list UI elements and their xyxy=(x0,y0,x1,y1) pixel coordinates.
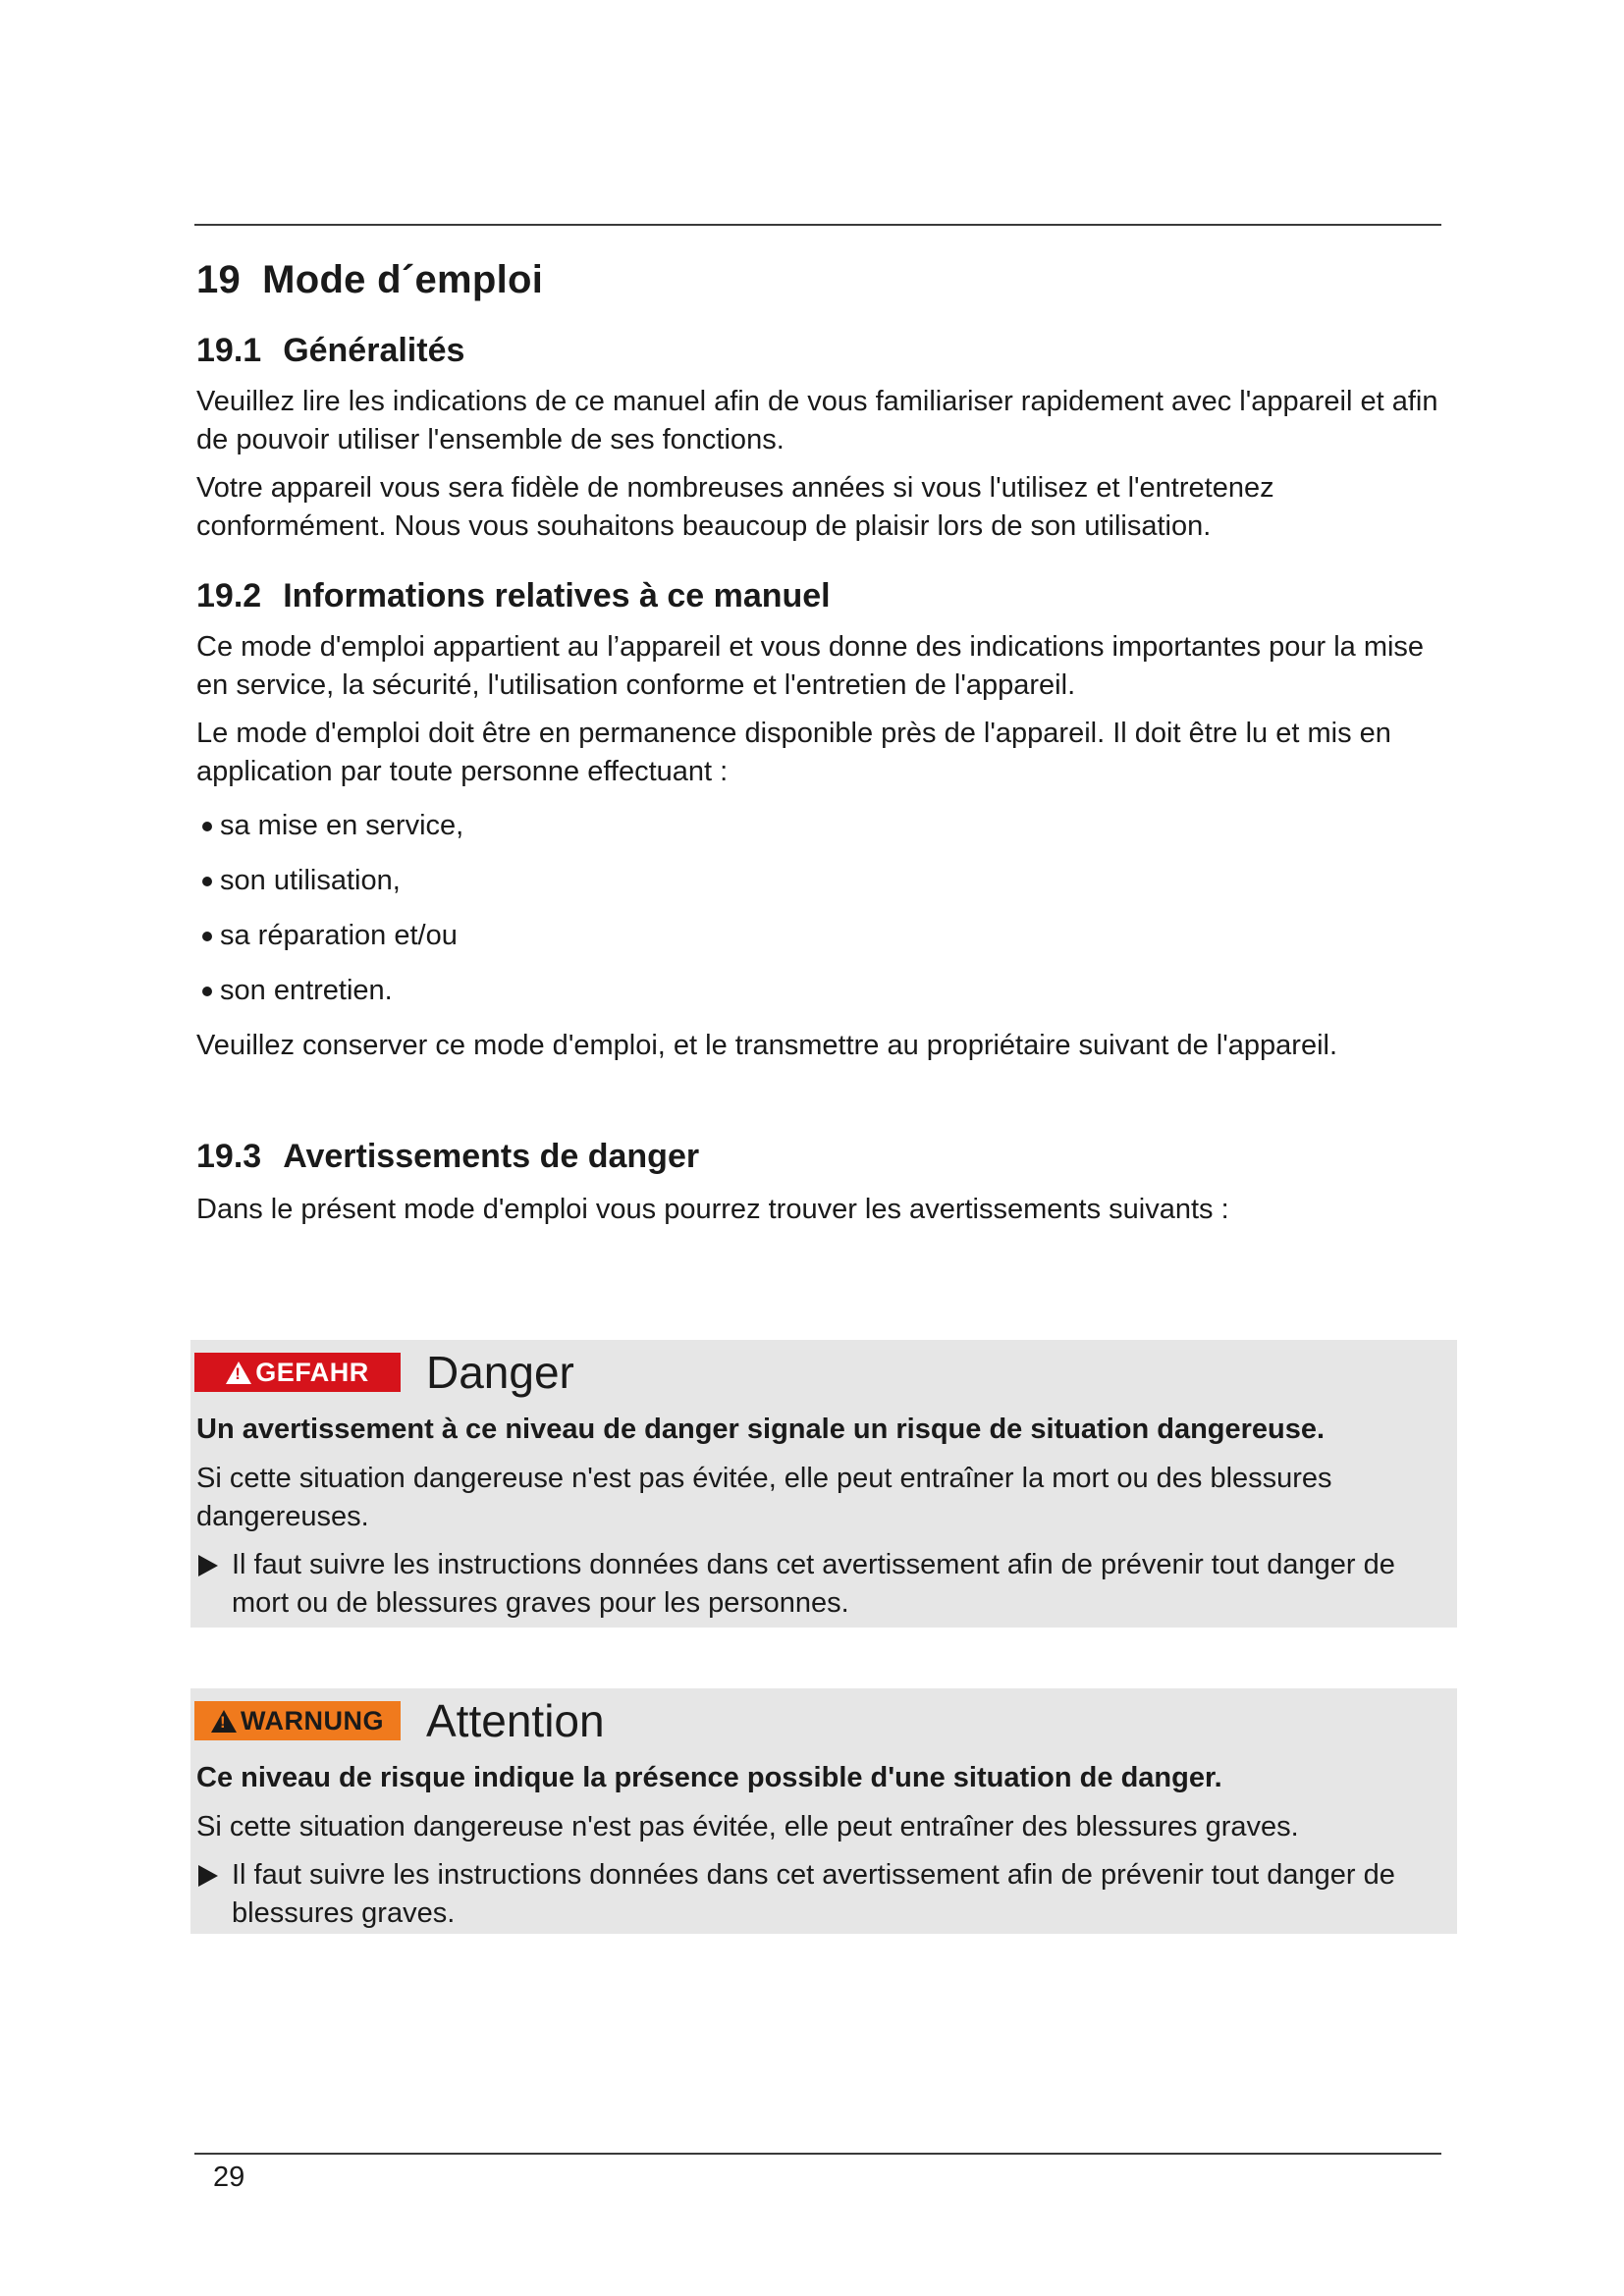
warning-text: Si cette situation dangereuse n'est pas évitée, elle peut entraîner la mort ou des blessures dangereuses. xyxy=(196,1463,1332,1532)
list-item xyxy=(196,917,1463,972)
paragraph: Ce mode d'emploi appartient au l’appareil et vous donne des indications importantes pour la mise en service, la sécurité, l'utilisation conforme et l'entretien de l'appareil. xyxy=(196,631,1425,701)
warning-title: Attention xyxy=(426,1695,605,1746)
section-number: 19.3 xyxy=(196,1138,262,1175)
section-number: 19.2 xyxy=(196,577,262,614)
list-item xyxy=(196,862,1463,917)
list-item xyxy=(196,972,1463,1027)
section-number: 19.1 xyxy=(196,332,262,369)
paragraph: Votre appareil vous sera fidèle de nombreuses années si vous l'utilisez et l'entretenez conformément. Nous vous souhaitons beaucoup de plaisir lors de son utilisation. xyxy=(196,472,1274,542)
paragraph: Dans le présent mode d'emploi vous pourrez trouver les avertissements suivants : xyxy=(196,1194,1229,1225)
warning-body xyxy=(196,1411,1453,1623)
section-heading-informations xyxy=(196,573,1463,618)
paragraph: Veuillez lire les indications de ce manuel afin de vous familiariser rapidement avec l'appareil et afin de pouvoir utiliser l'ensemble de ses fonctions. xyxy=(196,386,1438,455)
section-heading-avertissements xyxy=(196,1134,1463,1179)
list-item-text: sa réparation et/ou xyxy=(220,920,458,951)
bullet-icon xyxy=(202,987,212,996)
bullet-icon xyxy=(202,877,212,886)
section-title: Avertissements de danger xyxy=(283,1138,700,1175)
list-item-text: son entretien. xyxy=(220,975,393,1006)
signal-word: WARNUNG xyxy=(241,1705,384,1735)
bullet-icon xyxy=(202,822,212,831)
list-item-text: sa mise en service, xyxy=(220,810,464,841)
signal-word-badge xyxy=(194,1353,401,1392)
signal-word-badge xyxy=(194,1701,401,1740)
arrow-right-icon xyxy=(196,1546,232,1623)
header-rule xyxy=(194,224,1441,226)
warning-header xyxy=(194,1343,574,1402)
warning-instruction xyxy=(196,1546,1453,1623)
chapter-title: Mode d´emploi xyxy=(262,258,544,301)
warning-instruction-text: Il faut suivre les instructions données dans cet avertissement afin de prévenir tout danger de mort ou de blessures graves pour les personnes. xyxy=(232,1549,1395,1619)
section-heading-generalites xyxy=(196,328,1463,373)
chapter-heading xyxy=(196,253,1463,306)
warning-box-danger xyxy=(190,1340,1457,1628)
signal-word: GEFAHR xyxy=(255,1357,369,1387)
warning-triangle-icon xyxy=(211,1710,237,1733)
list-item xyxy=(196,807,1463,862)
list-item-text: son utilisation, xyxy=(220,865,401,896)
warning-box-attention xyxy=(190,1688,1457,1934)
warning-headline: Ce niveau de risque indique la présence possible d'une situation de danger. xyxy=(196,1762,1222,1793)
bullet-list xyxy=(196,807,1463,1027)
page-content xyxy=(196,253,1463,1229)
warning-text: Si cette situation dangereuse n'est pas évitée, elle peut entraîner des blessures graves. xyxy=(196,1811,1299,1842)
warning-instruction xyxy=(196,1856,1453,1933)
warning-instruction-text: Il faut suivre les instructions données dans cet avertissement afin de prévenir tout danger de blessures graves. xyxy=(232,1859,1395,1929)
warning-body xyxy=(196,1759,1453,1933)
footer-rule xyxy=(194,2153,1441,2155)
warning-headline: Un avertissement à ce niveau de danger signale un risque de situation dangereuse. xyxy=(196,1414,1326,1445)
warning-header xyxy=(194,1691,605,1750)
page-number: 29 xyxy=(213,2162,245,2193)
bullet-icon xyxy=(202,932,212,941)
warning-triangle-icon xyxy=(226,1362,251,1384)
paragraph: Le mode d'emploi doit être en permanence disponible près de l'appareil. Il doit être lu et mis en application par toute personne effectuant : xyxy=(196,718,1391,787)
section-title: Généralités xyxy=(283,332,465,369)
arrow-right-icon xyxy=(196,1856,232,1933)
warning-title: Danger xyxy=(426,1347,574,1398)
paragraph: Veuillez conserver ce mode d'emploi, et le transmettre au propriétaire suivant de l'appareil. xyxy=(196,1030,1338,1061)
section-title: Informations relatives à ce manuel xyxy=(283,577,831,614)
chapter-number: 19 xyxy=(196,258,242,301)
